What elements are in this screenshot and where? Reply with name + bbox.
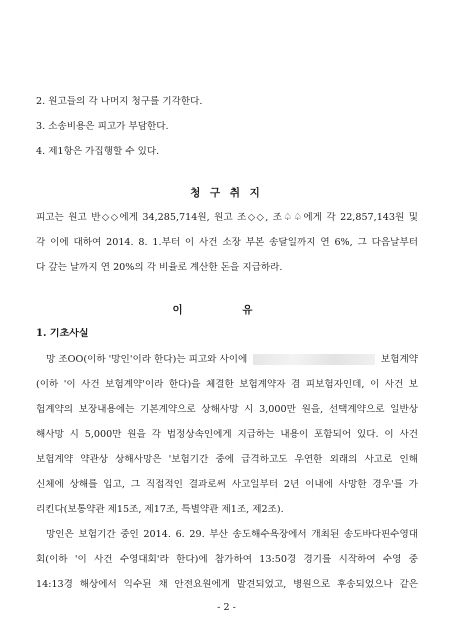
claim-purpose-line: 피고는 원고 반◇◇에게 34,285,714원, 원고 조◇◇, 조♤♤에게 각 22,857,143원 및	[36, 212, 418, 223]
paragraph-line: 회(이하 '이 사건 수영대회'라 한다)에 참가하여 13:50경 경기를 시작하여 수영 중	[36, 554, 418, 565]
claim-item-2: 2. 원고들의 각 나머지 청구를 기각한다.	[36, 96, 203, 107]
paragraph-line: 리킨다(보통약관 제15조, 제17조, 특별약관 제1조, 제2조).	[36, 504, 284, 515]
paragraph-text: 보험계약	[380, 354, 418, 365]
paragraph-text: 망 조OO(이하 '망인'이라 한다)는 피고와 사이에	[46, 354, 248, 365]
section-basic-facts: 1. 기초사실	[36, 328, 89, 339]
paragraph-line: 해사망 시 5,000만 원을 각 법정상속인에게 지급하는 내용이 포함되어 있다. 이 사건	[36, 429, 418, 440]
paragraph-line: 망인은 보험기간 중인 2014. 6. 29. 부산 송도해수욕장에서 개최된 송도바다핀수영대	[46, 529, 418, 540]
paragraph-line: 신체에 상해를 입고, 그 직접적인 결과로써 사고일부터 2년 이내에 사망한 경우'를 가	[36, 479, 418, 490]
claim-purpose-line: 다 갚는 날까지 연 20%의 각 비율로 계산한 돈을 지급하라.	[36, 262, 283, 273]
paragraph-line	[46, 354, 418, 366]
claim-item-4: 4. 제1항은 가집행할 수 있다.	[36, 146, 160, 157]
page-number: - 2 -	[217, 602, 236, 613]
paragraph-line: (이하 '이 사건 보험계약'이라 한다)을 체결한 보험계약자 겸 피보험자인데, 이 사건 보	[36, 379, 418, 390]
claim-purpose-line: 각 이에 대하여 2014. 8. 1.부터 이 사건 소장 부본 송달일까지 연 6%, 그 다음날부터	[36, 237, 418, 248]
reasons-heading: 이 유	[172, 304, 281, 316]
claim-item-3: 3. 소송비용은 피고가 부담한다.	[36, 121, 169, 132]
paragraph-line: 험계약의 보장내용에는 기본계약으로 상해사망 시 3,000만 원을, 선택계약으로 일반상	[36, 404, 418, 415]
redacted-block	[253, 354, 375, 365]
claim-purpose-heading: 청 구 취 지	[190, 187, 263, 199]
paragraph-line: 보험계약 약관상 상해사망은 '보험기간 중에 급격하고도 우연한 외래의 사고로 인해	[36, 454, 418, 465]
paragraph-line: 14:13경 해상에서 익수된 채 안전요원에게 발견되었고, 병원으로 후송되었으나 같은	[36, 579, 418, 590]
